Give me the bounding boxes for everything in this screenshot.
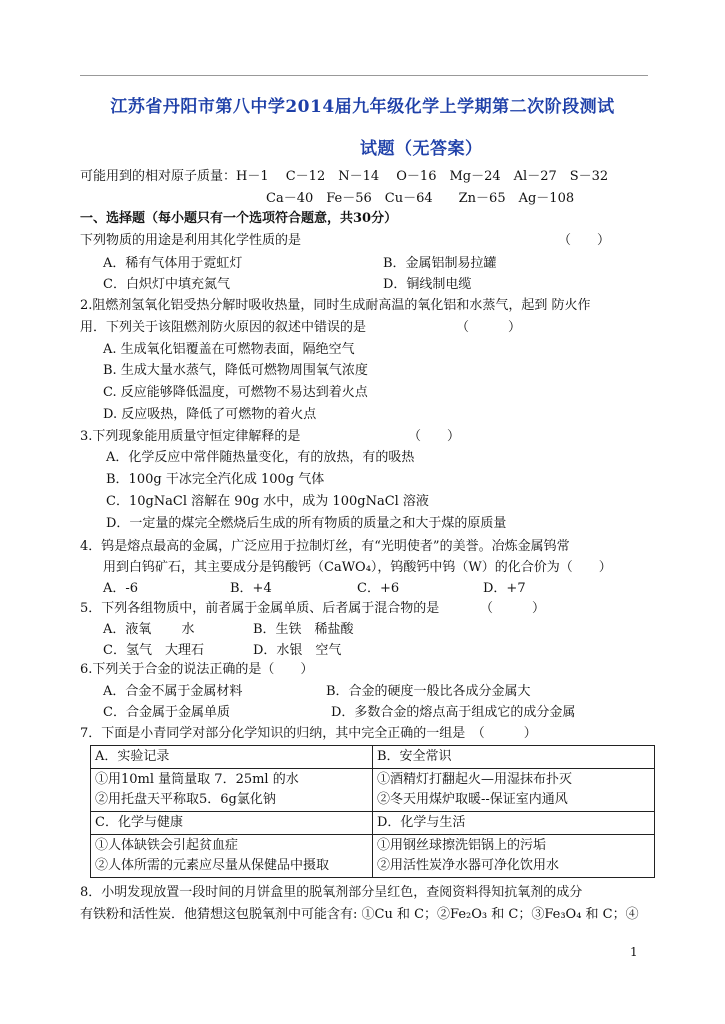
- q3-option-a: A．化学反应中常伴随热量变化，有的放热，有的吸热: [106, 450, 415, 465]
- q5-option-b: B．生铁 稀盐酸: [253, 622, 354, 637]
- table-cell: ①人体缺铁会引起贫血症 ②人体所需的元素应尽量从保健品中摄取: [91, 835, 373, 878]
- q1-option-a: A．稀有气体用于霓虹灯: [103, 256, 243, 271]
- q2-answer-paren: （ ）: [456, 320, 522, 335]
- table-row: [91, 746, 655, 769]
- q4-option-d: D．+7: [483, 581, 526, 596]
- q7-stem: 7．下面是小青同学对部分化学知识的归纳，其中完全正确的一组是 （ ）: [80, 726, 537, 741]
- q4-option-b: B．+4: [230, 581, 272, 596]
- header-rule: [80, 75, 648, 76]
- q3-answer-paren: （ ）: [408, 429, 461, 444]
- table-cell: A．实验记录: [91, 746, 373, 769]
- q2-option-a: A. 生成氧化铝覆盖在可燃物表面，隔绝空气: [103, 342, 355, 357]
- q2-stem-1: 2.阻燃剂氢氧化铝受热分解时吸收热量，同时生成耐高温的氧化铝和水蒸气，起到 防火作: [80, 298, 591, 313]
- q6-option-a: A．合金不属于金属材料: [103, 684, 243, 699]
- q2-option-b: B. 生成大量水蒸气，降低可燃物周围氧气浓度: [103, 363, 368, 378]
- section-heading: 一、选择题（每小题只有一个选项符合题意，共30分）: [80, 211, 398, 226]
- q3-option-c: C．10gNaCl 溶解在 90g 水中，成为 100gNaCl 溶液: [106, 494, 429, 509]
- q4-stem-2: 用到白钨矿石，其主要成分是钨酸钙（CaWO₄），钨酸钙中钨（W）的化合价为（ ）: [103, 560, 612, 575]
- table-cell: D．化学与生活: [373, 812, 655, 835]
- page-number: 1: [630, 945, 638, 959]
- knowledge-table: [90, 745, 655, 878]
- page-title: 江苏省丹阳市第八中学2014届九年级化学上学期第二次阶段测试: [110, 97, 615, 117]
- q1-option-d: D．铜线制电缆: [383, 277, 472, 292]
- q4-stem-1: 4．钨是熔点最高的金属，广泛应用于拉制灯丝，有“光明使者”的美誉。冶炼金属钨常: [80, 539, 570, 554]
- q4-option-c: C．+6: [357, 581, 400, 596]
- q1-option-b: B．金属铝制易拉罐: [383, 256, 497, 271]
- table-cell: ①用10ml 量筒量取 7．25ml 的水 ②用托盘天平称取5．6g氯化钠: [91, 769, 373, 812]
- q2-option-d: D. 反应吸热，降低了可燃物的着火点: [103, 407, 317, 422]
- q5-option-d: D．水银 空气: [253, 643, 342, 658]
- table-cell: ①酒精灯打翻起火—用湿抹布扑灭 ②冬天用煤炉取暖--保证室内通风: [373, 769, 655, 812]
- atomic-mass-line-1: 可能用到的相对原子质量：H－1 C－12 N－14 O－16 Mg－24 Al－27 S－32: [80, 169, 609, 184]
- q1-stem: 下列物质的用途是利用其化学性质的是: [80, 233, 302, 248]
- page-subtitle: 试题（无答案）: [360, 139, 483, 159]
- q4-option-a: A．-6: [103, 581, 139, 596]
- q6-option-d: D．多数合金的熔点高于组成它的成分金属: [331, 705, 576, 720]
- table-cell: ①用钢丝球擦洗铝锅上的污垢 ②用活性炭净水器可净化饮用水: [373, 835, 655, 878]
- table-row: [91, 812, 655, 835]
- q6-option-b: B．合金的硬度一般比各成分金属大: [326, 684, 531, 699]
- q8-stem-1: 8．小明发现放置一段时间的月饼盒里的脱氧剂部分呈红色，查阅资料得知抗氧剂的成分: [80, 885, 583, 900]
- q1-answer-paren: （ ）: [558, 233, 611, 248]
- q3-option-b: B．100g 干冰完全汽化成 100g 气体: [106, 472, 325, 487]
- q3-option-d: D．一定量的煤完全燃烧后生成的所有物质的质量之和大于煤的原质量: [106, 516, 507, 531]
- atomic-mass-line-2: Ca－40 Fe－56 Cu－64 Zn－65 Ag－108: [266, 191, 575, 206]
- table-row: [91, 835, 655, 878]
- q6-stem: 6.下列关于合金的说法正确的是（ ）: [80, 662, 314, 677]
- q2-stem-2: 用．下列关于该阻燃剂防火原因的叙述中错误的是: [80, 320, 367, 335]
- q2-option-c: C. 反应能够降低温度，可燃物不易达到着火点: [103, 385, 368, 400]
- q3-stem: 3.下列现象能用质量守恒定律解释的是: [80, 429, 301, 444]
- q5-option-a: A．液氧 水: [103, 622, 195, 637]
- table-cell: C．化学与健康: [91, 812, 373, 835]
- table-cell: B．安全常识: [373, 746, 655, 769]
- q8-stem-2: 有铁粉和活性炭．他猜想这包脱氧剂中可能含有: ①Cu 和 C；②Fe₂O₃ 和 C；③Fe₃O₄ 和 C；④: [80, 907, 639, 922]
- q6-option-c: C．合金属于金属单质: [103, 705, 230, 720]
- q5-answer-paren: （ ）: [480, 601, 546, 616]
- q5-stem: 5．下列各组物质中，前者属于金属单质、后者属于混合物的是: [80, 601, 440, 616]
- q1-option-c: C．白炽灯中填充氮气: [103, 277, 230, 292]
- table-row: [91, 769, 655, 812]
- q5-option-c: C．氢气 大理石: [103, 643, 204, 658]
